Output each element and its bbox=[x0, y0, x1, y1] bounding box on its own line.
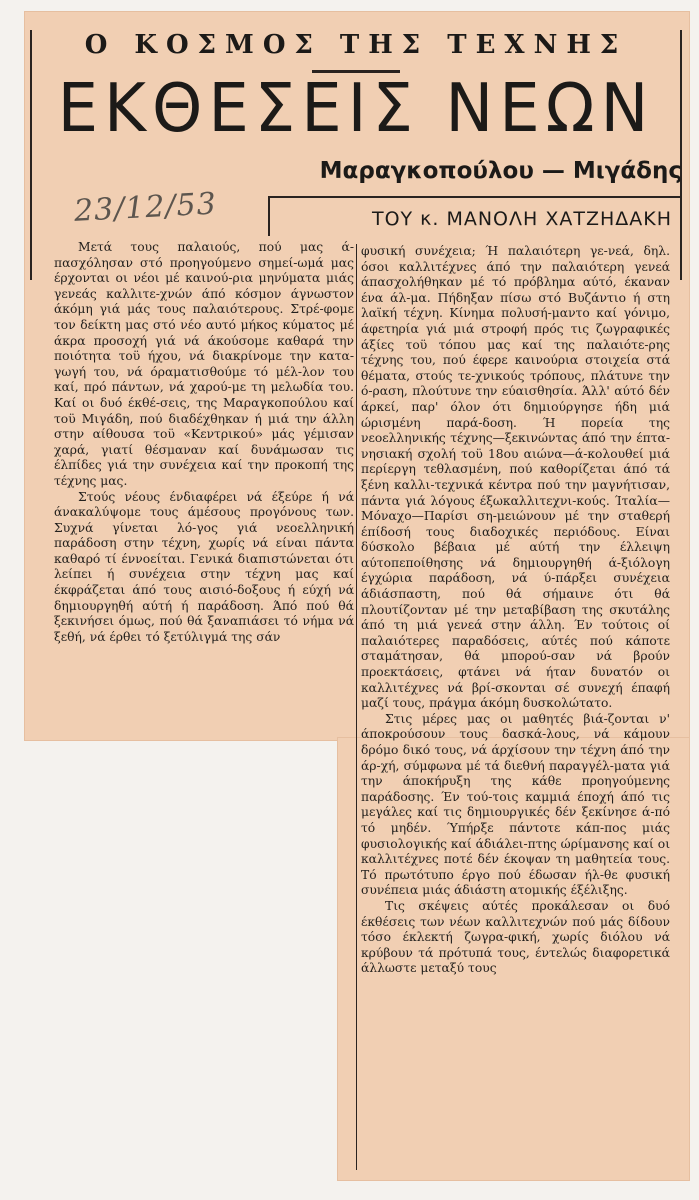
section-kicker: Ο ΚΟΣΜΟΣ ΤΗΣ ΤΕΧΝΗΣ bbox=[84, 30, 628, 60]
handwritten-date: 23/12/53 bbox=[73, 186, 218, 229]
vertical-rule-left bbox=[30, 30, 32, 280]
byline: ΤΟΥ κ. ΜΑΝΟΛΗ ΧΑΤΖΗΔΑΚΗ bbox=[371, 208, 672, 230]
paragraph: Μετά τους παλαιούς, πού μας ά-πασχόλησαν στό προηγούμενο σημεί-ωμά μας έρχονται οι νέοι μέ καινού-ρια μηνύματα μιάς γενεάς καλλιτε-χνών άπό κόσμον άγνωστον άκόμη γιά μάς τους παλαιότερους. Στρέ-φομε τον δείκτη μας στό νέο αυτό μήκος κύματος μέ άκρα προσοχή γιά νά άκούσομε καθαρά την ποιότητα τοϋ ήχου, νά διακρίνομε την κατα-γωγή του, νά όραματισθούμε τό μέλ-λον του καί, πρό πάντων, νά χαρού-με τη μελωδία του. Καί οι δυό έκθέ-σεις, της Μαραγκοπούλου καί τοϋ Μιγάδη, πού διαδέχθηκαν ή μιά την άλλη στην αίθουσα τοϋ «Κεντρικού» μάς γέμισαν χαρά, γιατί θέσμαναν καί δυνάμωσαν τις έλπίδες γιά την συνέχεια καί την προκοπή της τέχνης μας. bbox=[54, 240, 354, 488]
paragraph: φυσική συνέχεια; Ή παλαιότερη γε-νεά, δηλ. όσοι καλλιτέχνες άπό την παλαιότερη γενεά άπασχολήθηκαν μέ τό πρόβλημα αύτό, έκαναν ένα άλ-μα. Πήδηξαν πίσω στό Βυζάντιο ή στη λαϊκή τέχνη. Κίνημα πολυσή-μαντο καί γόνιμο, άφετηρία γιά μιά στροφή πρός τις ζωγραφικές άξίες τοϋ τόπου μας καί της παλαιότε-ρης τέχνης του, πού έφερε καινούρια στοιχεία στά θέματα, στούς τε-χνικούς τρόπους, πλάτυνε την ό-ραση, πλούτυνε την εύαισθησία. Άλλ' αύτό δέν άρκεί, παρ' όλον ότι δημιούργησε ήδη μιά ώρισμένη παρά-δοση. Ή πορεία της νεοελληνικής τέχνης—ξεκινώντας άπό την έπτα-νησιακή σχολή τοϋ 18ου αιώνα—ά-κολουθεί μιά περίεργη τεθλασμένη, πού καθορίζεται άπό τά ξένη καλλι-τεχνικά κέντρα πού την μαγνήτισαν, πάντα γιά λόγους έξωκαλλιτεχνι-κούς. Ίταλία—Μόναχο—Παρίσι ση-μειώνουν μέ την σταθερή έπίδοσή τους διαδοχικές περιόδους. Είναι δύσκολο βέβαια μέ αύτή την έλλειψη αύτοπεποίθησης νά δημιουργηθή ά-ξιόλογη έγχώρια παράδοση, νά ύ-πάρξει συνέχεια άδιάσπαστη, πού θά σήμαινε ότι θά πλουτίζονταν μέ την μεταβίβαση της σκυτάλης άπό τη μιά γενεά στην άλλη. Έν τούτοις οί παλαιότερες παραδόσεις, αύτές πού κάποτε σταμάτησαν, θά μπορού-σαν νά βρούν προεκτάσεις, φτάνει νά ήταν δυνατόν οι καλλιτέχνες νά βρί-σκονται σέ συνεχή έπαφή μαζί τους, πράγμα άκόμη δυσκολώτατο. bbox=[361, 244, 670, 711]
paragraph: Στις μέρες μας οι μαθητές βιά-ζονται ν' άποκρούσουν τους δασκά-λους, νά κάμουν δρόμο δικό τους, νά άρχίσουν την τέχνη άπό την άρ-χή, σύμφωνα μέ τά διεθνή παραγγέλ-ματα γιά την άποκήρυξη της κάθε προηγούμενης παράδοσης. Έν τού-τοις καμμιά έποχή άπό τις μεγάλες καί τις δημιουργικές δέν ξεκίνησε ά-πό τό μηδέν. Ύπήρξε πάντοτε κάπ-πος μιάς φυσιολογικής καί άδιάλει-πτης ώρίμανσης καί οι καλλιτέχνες ποτέ δέν έκοψαν τη μαθητεία τους. Τό πρωτότυπο έργο πού έδωσαν ήλ-θε φυσική συνέπεια μιάς άδιάστη ατομικής έξέλιξης. bbox=[361, 711, 670, 898]
vertical-rule-right bbox=[680, 30, 682, 280]
column-divider bbox=[356, 244, 357, 750]
right-column-divider-lower bbox=[356, 750, 357, 1170]
subtitle: Μαραγκοπούλου — Μιγάδης bbox=[319, 158, 682, 184]
subtitle-rule-top bbox=[268, 196, 682, 198]
paragraph: Στούς νέους ένδιαφέρει νά έξεύρε ή νά άνακαλύψομε τους άμέσους προγόνους των. Συχνά γίνεται λό-γος γιά νεοελληνική παράδοση στην τέχνη, χωρίς νά είναι πάντα καθαρό τί έννοείται. Γενικά διαπιστώνεται ότι λείπει ή συνέχεια στην τέχνη μας καί έκφράζεται άπό τους αισιό-δοξους ή εύχή νά δημιουργηθή αύτή ή παράδοση. Άπό πού θά ξεκινήσει όμως, πού θά ξαναπιάσει τό νήμα νά ξεθή, νά έρθει τό ξετύλιγμά της σάν bbox=[54, 489, 354, 644]
paragraph: Τις σκέψεις αύτές προκάλεσαν οι δυό έκθέσεις των νέων καλλιτεχνών πού μάς δίδουν τόσο έκλεκτή ζωγρα-φική, χωρίς διόλου νά κρύβουν τά πρότυπά τους, έντελώς διαφορετικά άλλωστε μεταξύ τους bbox=[361, 898, 670, 976]
article-column-left bbox=[54, 240, 354, 760]
headline: ΕΚΘΕΣΕΙΣ ΝΕΩΝ bbox=[57, 70, 655, 148]
article-column-right bbox=[361, 244, 670, 1189]
